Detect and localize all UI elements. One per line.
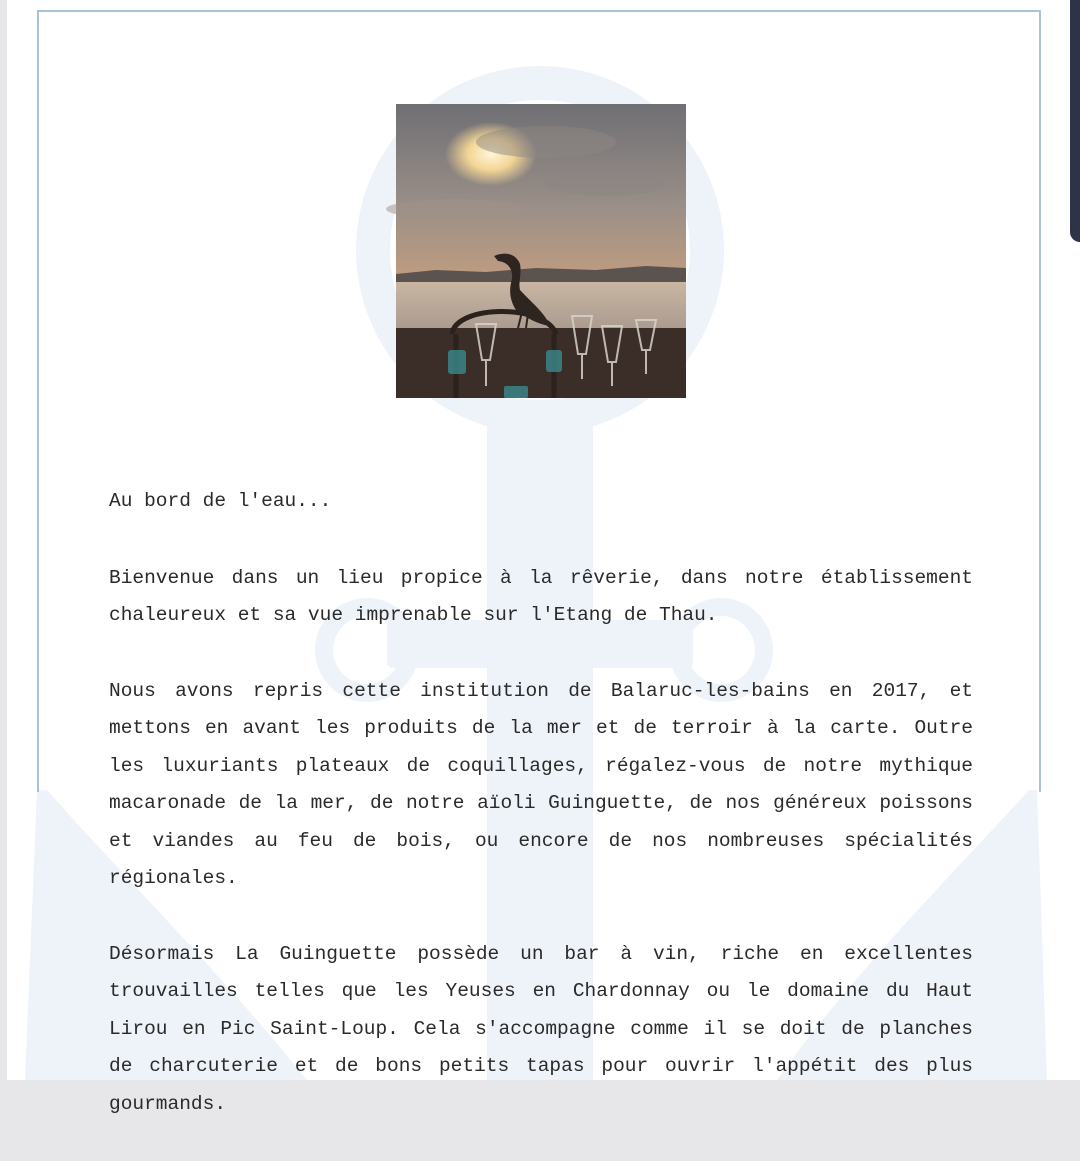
hero-image [396,104,686,398]
scrollbar[interactable] [1070,0,1080,242]
paragraph-wine-bar: Désormais La Guinguette possède un bar à vin, riche en excellentes trouvailles telles que les Yeuses en Chardonnay ou le domaine du Haut Lirou en Pic Saint-Loup. Cela s'accompagne comme il se doit de planches de charcuterie et de bons petits tapas pour ouvrir l'appétit des plus gourmands. [109,942,973,1115]
page [7,0,1047,1115]
intro-section [109,483,973,1161]
paragraph-welcome: Bienvenue dans un lieu propice à la rêverie, dans notre établissement chaleureux et sa vue imprenable sur l'Etang de Thau. [109,566,973,626]
paragraph-history: Nous avons repris cette institution de Balaruc-les-bains en 2017, et mettons en avant les produits de la mer et de terroir à la carte. Outre les luxuriants plateaux de coquillages, régalez-vous de notre mythique macaronade de la mer, de notre aïoli Guinguette, de nos généreux poissons et viandes au feu de bois, ou encore de nos nombreuses spécialités régionales. [109,679,973,889]
intro-heading: Au bord de l'eau... [109,490,332,512]
window-edge [1047,0,1080,1080]
